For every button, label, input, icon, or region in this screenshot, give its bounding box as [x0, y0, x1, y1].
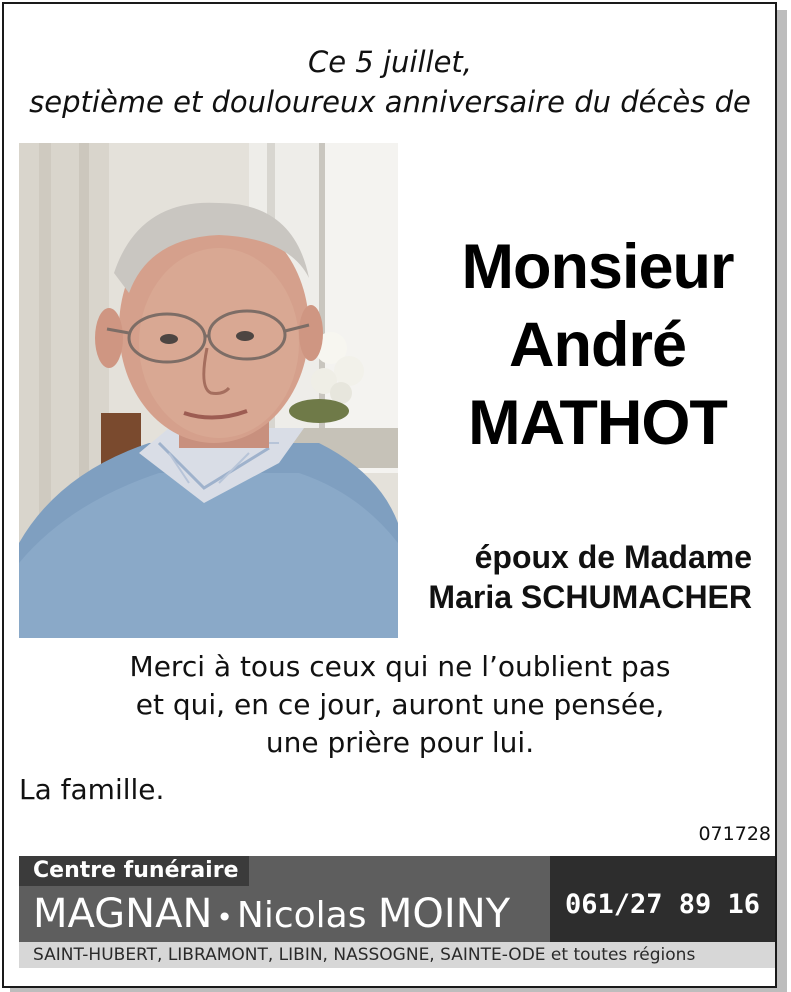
portrait-photo [19, 143, 398, 638]
intro-line-2: septième et douloureux anniversaire du décès de [29, 85, 751, 119]
funeral-home-name-3: MOINY [377, 891, 511, 937]
thanks-line-2: et qui, en ce jour, auront une pensée, [135, 688, 665, 721]
thanks-message [20, 648, 780, 762]
spouse-line-1: époux de Madame [474, 539, 752, 575]
funeral-home-name-2: Nicolas [236, 895, 367, 936]
funeral-home-name-1: MAGNAN [33, 891, 213, 937]
thanks-line-1: Merci à tous ceux qui ne l’oublient pas [129, 650, 671, 683]
deceased-last-name: MATHOT [468, 388, 727, 458]
signature: La famille. [19, 773, 165, 806]
separator-dot: • [216, 901, 233, 934]
funeral-home-tag: Centre funéraire [19, 856, 249, 886]
funeral-home-name [33, 886, 510, 942]
intro-text [10, 42, 770, 122]
thanks-line-3: une prière pour lui. [265, 726, 535, 759]
funeral-home-banner [19, 856, 775, 968]
reference-number: 071728 [698, 823, 771, 845]
service-regions: SAINT-HUBERT, LIBRAMONT, LIBIN, NASSOGNE, SAINTE-ODE et toutes régions [19, 942, 775, 968]
deceased-first-name: André [508, 310, 687, 380]
phone-number: 061/27 89 16 [550, 856, 775, 942]
deceased-name [420, 228, 775, 462]
frame-shadow-right [777, 10, 787, 990]
deceased-title: Monsieur [461, 232, 734, 302]
spouse-line-2: Maria SCHUMACHER [428, 579, 752, 615]
intro-line-1: Ce 5 juillet, [307, 45, 473, 79]
spouse-info [410, 537, 785, 617]
